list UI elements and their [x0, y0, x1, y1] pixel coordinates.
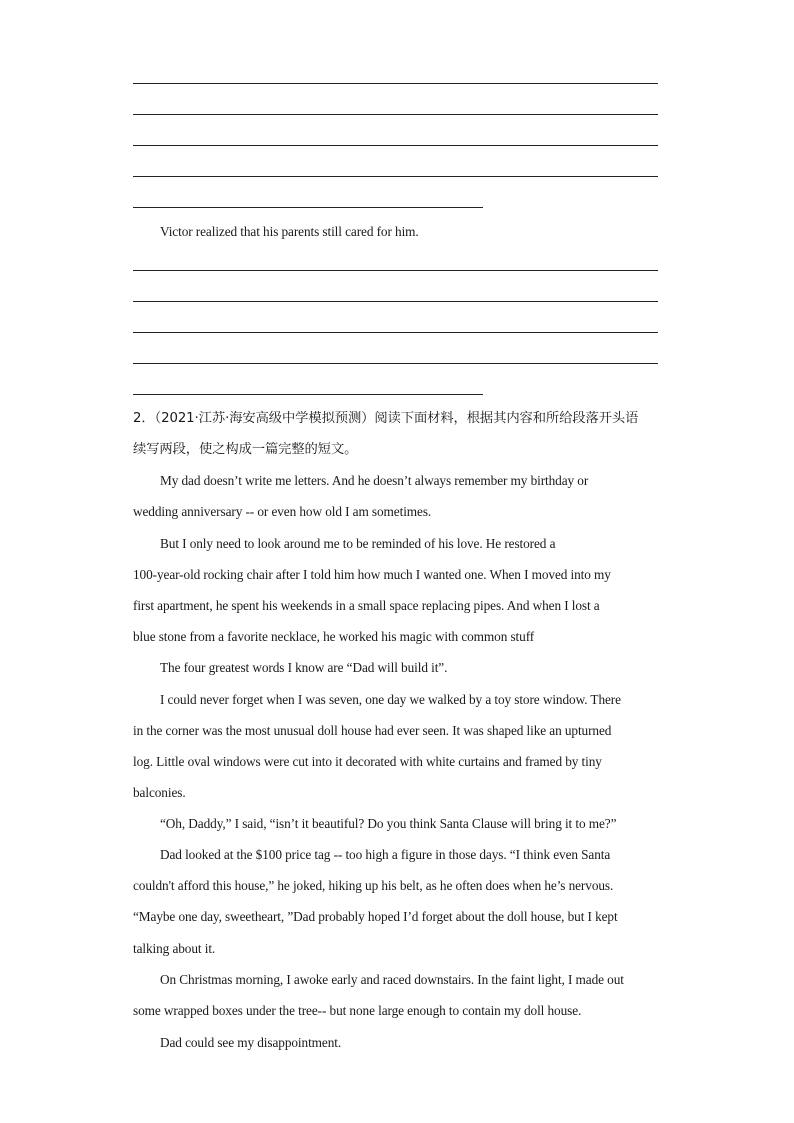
passage-line: But I only need to look around me to be reminded of his love. He restored a: [160, 536, 556, 551]
answer-line[interactable]: [133, 394, 483, 395]
answer-line[interactable]: [133, 332, 658, 333]
passage-line: “Oh, Daddy,” I said, “isn’t it beautiful? Do you think Santa Clause will bring it to me?”: [160, 816, 617, 831]
answer-line[interactable]: [133, 145, 658, 146]
passage-line: On Christmas morning, I awoke early and raced downstairs. In the faint light, I made out: [160, 972, 624, 987]
passage-line: first apartment, he spent his weekends in a small space replacing pipes. And when I lost a: [133, 598, 600, 613]
passage-line: Dad could see my disappointment.: [160, 1035, 342, 1050]
answer-line[interactable]: [133, 83, 658, 84]
passage-line: “Maybe one day, sweetheart, ”Dad probably hoped I’d forget about the doll house, but I kept: [133, 909, 618, 924]
passage-line: balconies.: [133, 785, 186, 800]
passage-line: wedding anniversary -- or even how old I am sometimes.: [133, 504, 432, 519]
answer-line[interactable]: [133, 301, 658, 302]
answer-line[interactable]: [133, 114, 658, 115]
passage-line: My dad doesn’t write me letters. And he doesn’t always remember my birthday or: [160, 473, 589, 488]
question-heading-continued: 续写两段，使之构成一篇完整的短文。: [133, 442, 358, 457]
passage-line: some wrapped boxes under the tree-- but none large enough to contain my doll house.: [133, 1003, 582, 1018]
passage-line: in the corner was the most unusual doll house had ever seen. It was shaped like an upturned: [133, 723, 612, 738]
answer-line[interactable]: [133, 363, 658, 364]
passage-line: couldn't afford this house,” he joked, hiking up his belt, as he often does when he’s nervous.: [133, 878, 614, 893]
question-heading: 2．（2021·江苏·海安高级中学模拟预测）阅读下面材料，根据其内容和所给段落开头语: [133, 411, 639, 426]
paragraph-prompt: Victor realized that his parents still cared for him.: [160, 224, 419, 239]
passage-line: 100-year-old rocking chair after I told him how much I wanted one. When I moved into my: [133, 567, 611, 582]
passage-line: Dad looked at the $100 price tag -- too high a figure in those days. “I think even Santa: [160, 847, 611, 862]
passage-line: log. Little oval windows were cut into it decorated with white curtains and framed by tiny: [133, 754, 602, 769]
passage-line: The four greatest words I know are “Dad will build it”.: [160, 660, 448, 675]
answer-line[interactable]: [133, 176, 658, 177]
passage-line: blue stone from a favorite necklace, he worked his magic with common stuff: [133, 629, 535, 644]
answer-line[interactable]: [133, 207, 483, 208]
passage-line: I could never forget when I was seven, one day we walked by a toy store window. There: [160, 692, 621, 707]
answer-line[interactable]: [133, 270, 658, 271]
passage-line: talking about it.: [133, 941, 216, 956]
